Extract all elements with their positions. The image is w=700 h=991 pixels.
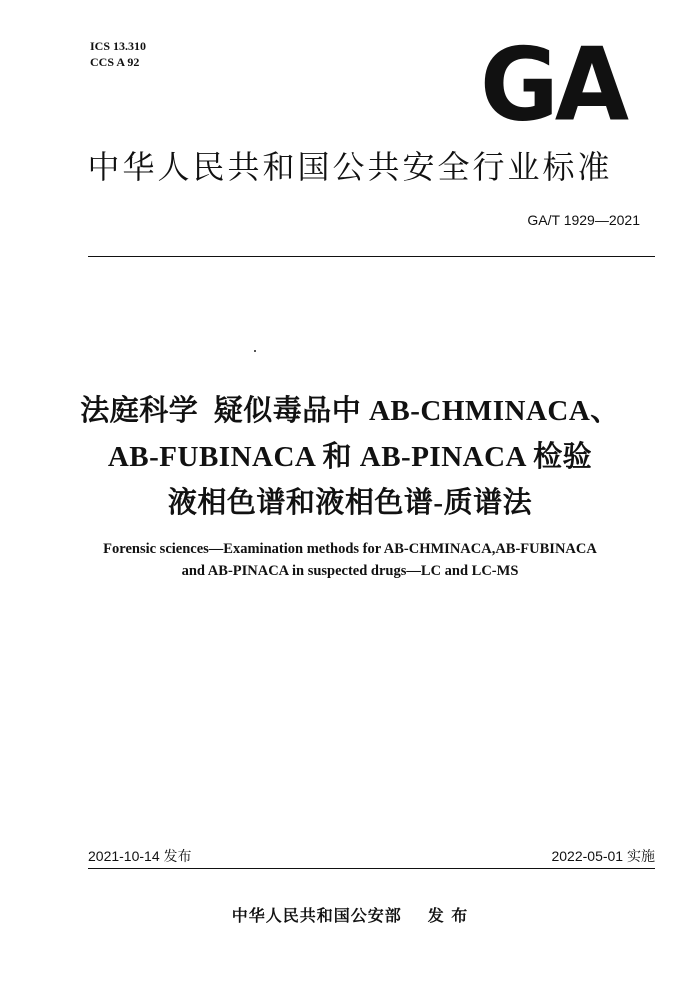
publisher-line (0, 903, 700, 926)
bottom-divider (88, 868, 655, 869)
classification-codes (90, 38, 146, 70)
issue-date: 2021-10-14 发布 (88, 848, 192, 864)
title-cn-line-2: AB-FUBINACA 和 AB-PINACA 检验 (107, 441, 593, 473)
title-cn-line-1: 法庭科学 疑似毒品中 AB-CHMINACA、 (80, 395, 620, 427)
title-english (0, 538, 700, 582)
standard-number: GA/T 1929—2021 (527, 212, 640, 228)
title-en-line-1: Forensic sciences—Examination methods for AB-CHMINACA,AB-FUBINACA (103, 541, 597, 557)
publisher-action: 发 布 (427, 906, 469, 925)
title-en-line-2: and AB-PINACA in suspected drugs—LC and LC-MS (181, 563, 519, 579)
ics-code: ICS 13.310 (90, 39, 147, 53)
title-chinese (0, 388, 700, 526)
ga-logo-text: GA (480, 26, 626, 144)
title-cn-line-3: 液相色谱和液相色谱-质谱法 (167, 487, 533, 519)
ga-logo (480, 26, 626, 144)
implement-date: 2022-05-01 实施 (551, 848, 655, 864)
ccs-code: CCS A 92 (90, 55, 140, 69)
top-divider (88, 256, 655, 257)
dot-mark (254, 350, 256, 352)
standard-category: 中华人民共和国公共安全行业标准 (87, 148, 613, 186)
publisher-name: 中华人民共和国公安部 (231, 906, 402, 925)
